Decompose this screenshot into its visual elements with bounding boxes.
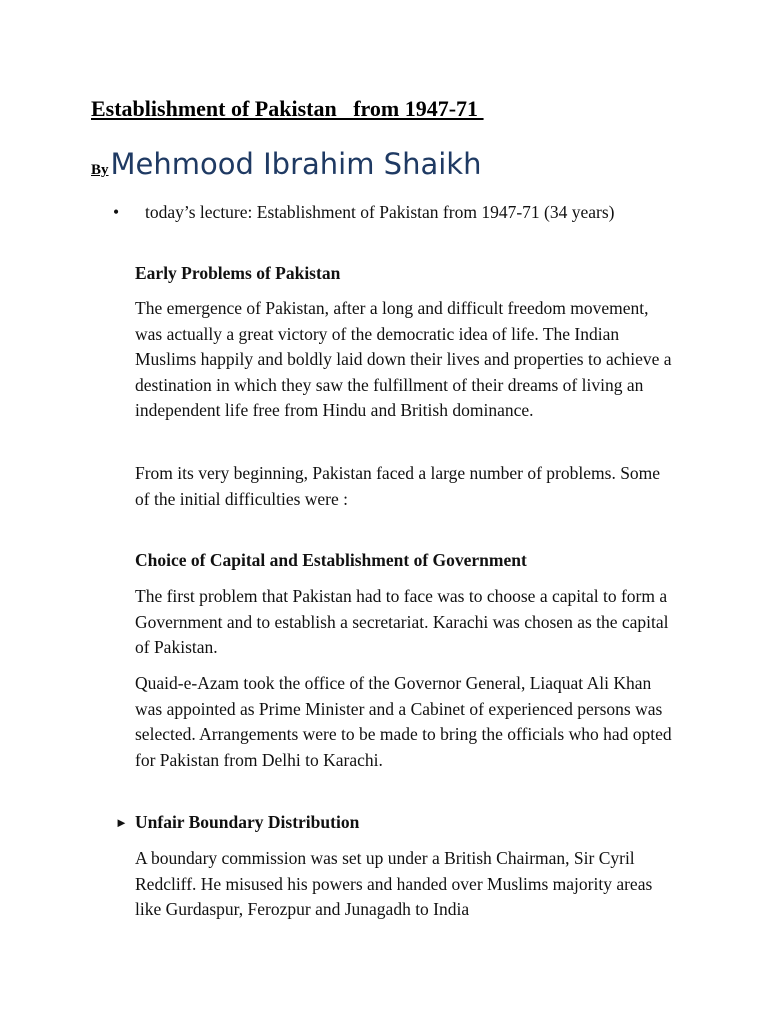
heading-boundary: Unfair Boundary Distribution	[135, 812, 360, 832]
heading-capital: Choice of Capital and Establishment of Government	[135, 550, 527, 570]
bullet-icon: •	[113, 202, 120, 222]
author-name: Mehmood Ibrahim Shaikh	[110, 147, 482, 181]
paragraph-emergence: The emergence of Pakistan, after a long and difficult freedom movement, was actually a great victory of the democratic idea of life. The Indian Muslims happily and boldly laid down their lives and properties to achieve a destination in which they saw the fulfillment of their dreams of living an independent life free from Hindu and British dominance.	[135, 298, 672, 420]
paragraph-quaid: Quaid-e-Azam took the office of the Governor General, Liaquat Ali Khan was appointed as Prime Minister and a Cabinet of experienced persons was selected. Arrangements were to be made to bring the officials who had opted for Pakistan from Delhi to Karachi.	[135, 673, 672, 770]
lecture-bullet-text: today’s lecture: Establishment of Pakistan from 1947-71 (34 years)	[145, 202, 615, 222]
paragraph-beginning: From its very beginning, Pakistan faced a large number of problems. Some of the initial difficulties were :	[135, 463, 661, 509]
document-title: Establishment of Pakistan from 1947-71	[91, 96, 484, 121]
by-prefix: By	[91, 162, 109, 178]
arrow-bullet-icon: ►	[115, 815, 128, 830]
byline	[91, 144, 481, 190]
paragraph-capital: The first problem that Pakistan had to face was to choose a capital to form a Government and to establish a secretariat. Karachi was chosen as the capital of Pakistan.	[135, 586, 669, 657]
paragraph-boundary: A boundary commission was set up under a British Chairman, Sir Cyril Redcliff. He misused his powers and handed over Muslims majority areas like Gurdaspur, Ferozpur and Junagadh to India	[135, 848, 653, 919]
heading-early-problems: Early Problems of Pakistan	[135, 263, 341, 283]
